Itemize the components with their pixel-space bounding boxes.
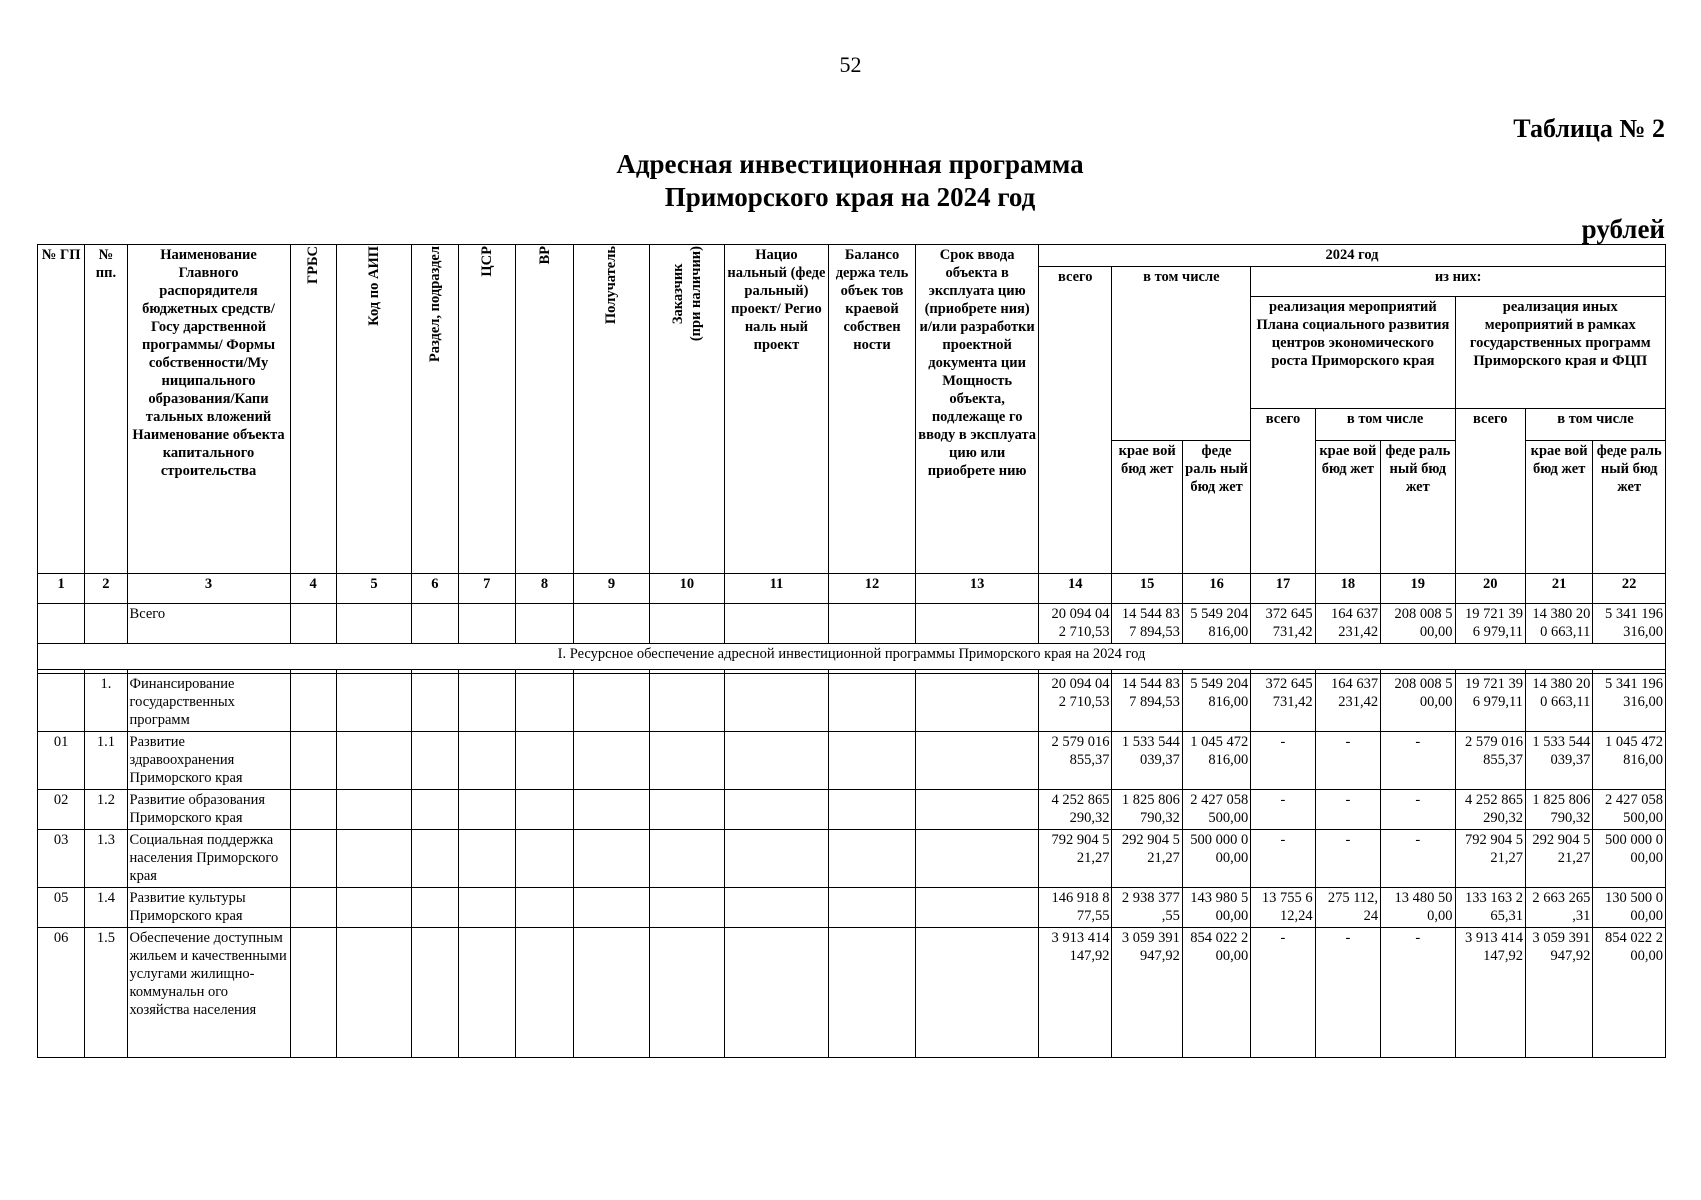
cell-value: 4 252 865 290,32 bbox=[1455, 790, 1525, 830]
document-title bbox=[480, 148, 1220, 214]
cell-value: 792 904 5 21,27 bbox=[1455, 830, 1525, 888]
header-grbs-text: ГРБС bbox=[305, 246, 322, 285]
cell-gp: 02 bbox=[38, 790, 85, 830]
header-regional: крае вой бюд жет bbox=[1112, 441, 1182, 574]
cell-value: 14 380 20 0 663,11 bbox=[1525, 604, 1592, 644]
cell-name: Развитие культуры Приморского края bbox=[127, 888, 290, 928]
cell-value: 130 500 0 00,00 bbox=[1593, 888, 1666, 928]
cell-gp: 03 bbox=[38, 830, 85, 888]
column-number: 11 bbox=[725, 574, 829, 604]
column-number: 7 bbox=[458, 574, 515, 604]
cell-value: - bbox=[1381, 928, 1455, 1058]
header-customer-main: Заказчик bbox=[669, 263, 686, 324]
cell-value: 208 008 5 00,00 bbox=[1381, 604, 1455, 644]
column-number-row bbox=[38, 574, 1666, 604]
cell-value: 1 045 472 816,00 bbox=[1182, 732, 1250, 790]
cell-value: 5 341 196 316,00 bbox=[1593, 674, 1666, 732]
units-label: рублей bbox=[1581, 214, 1665, 244]
header-commissioning: Срок ввода объекта в эксплуата цию (приобрете ния) и/или разработки проектной документа ции Мощность объекта, подлежаще го вводу в эксплуата цию или приобрете нию bbox=[916, 245, 1039, 574]
header-g1-total: всего bbox=[1251, 409, 1315, 574]
cell-value: 372 645 731,42 bbox=[1251, 674, 1315, 732]
header-csr-text: ЦСР bbox=[478, 246, 495, 277]
cell-value: 275 112, 24 bbox=[1315, 888, 1380, 928]
cell-name: Финансирование государственных программ bbox=[127, 674, 290, 732]
page-number: 52 bbox=[839, 52, 862, 77]
header-pp: № пп. bbox=[85, 245, 127, 574]
header-in-that-number: в том числе bbox=[1112, 267, 1251, 441]
cell-pp: 1.1 bbox=[85, 732, 127, 790]
cell-value: 372 645 731,42 bbox=[1251, 604, 1315, 644]
column-number: 19 bbox=[1381, 574, 1455, 604]
cell-value: 3 913 414 147,92 bbox=[1455, 928, 1525, 1058]
header-group-1: реализация мероприятий Плана социального развития центров экономического роста Приморского края bbox=[1251, 297, 1455, 409]
header-row-1 bbox=[38, 245, 1666, 267]
cell-name: Развитие образования Приморского края bbox=[127, 790, 290, 830]
title-line-2: Приморского края на 2024 год bbox=[664, 182, 1036, 212]
cell-name: Развитие здравоохранения Приморского края bbox=[127, 732, 290, 790]
cell-value: 146 918 8 77,55 bbox=[1039, 888, 1112, 928]
header-total: всего bbox=[1039, 267, 1112, 574]
column-number: 16 bbox=[1182, 574, 1250, 604]
column-number: 8 bbox=[515, 574, 573, 604]
header-aip-code bbox=[336, 245, 411, 574]
cell-value: 14 544 83 7 894,53 bbox=[1112, 674, 1182, 732]
cell-value: 5 549 204 816,00 bbox=[1182, 674, 1250, 732]
column-number: 18 bbox=[1315, 574, 1380, 604]
cell-value: - bbox=[1315, 732, 1380, 790]
header-g1-in-that-number: в том числе bbox=[1315, 409, 1455, 441]
title-line-1: Адресная инвестиционная программа bbox=[616, 149, 1084, 179]
header-section bbox=[412, 245, 458, 574]
header-of-them: из них: bbox=[1251, 267, 1666, 297]
cell-value: 500 000 0 00,00 bbox=[1182, 830, 1250, 888]
cell-value: 292 904 5 21,27 bbox=[1112, 830, 1182, 888]
column-number: 10 bbox=[649, 574, 724, 604]
cell-value: 13 755 6 12,24 bbox=[1251, 888, 1315, 928]
cell-value: - bbox=[1251, 732, 1315, 790]
header-federal: феде раль ный бюд жет bbox=[1182, 441, 1250, 574]
cell-value: 1 533 544 039,37 bbox=[1112, 732, 1182, 790]
header-customer bbox=[649, 245, 724, 574]
header-g2-regional: крае вой бюд жет bbox=[1525, 441, 1592, 574]
header-balance-holder: Балансо держа тель объек тов краевой собствен ности bbox=[828, 245, 916, 574]
header-vr bbox=[515, 245, 573, 574]
column-number: 12 bbox=[828, 574, 916, 604]
table-row bbox=[38, 928, 1666, 1058]
cell-value: 5 341 196 316,00 bbox=[1593, 604, 1666, 644]
section-row bbox=[38, 644, 1666, 670]
column-number: 14 bbox=[1039, 574, 1112, 604]
cell-value: 792 904 5 21,27 bbox=[1039, 830, 1112, 888]
column-number: 13 bbox=[916, 574, 1039, 604]
header-customer-text bbox=[669, 246, 705, 341]
table-row bbox=[38, 790, 1666, 830]
cell-pp: 1.5 bbox=[85, 928, 127, 1058]
cell-pp: 1. bbox=[85, 674, 127, 732]
cell-pp bbox=[85, 604, 127, 644]
cell-value: - bbox=[1381, 830, 1455, 888]
column-number: 9 bbox=[574, 574, 649, 604]
cell-pp: 1.4 bbox=[85, 888, 127, 928]
column-number: 20 bbox=[1455, 574, 1525, 604]
cell-value: 2 938 377 ,55 bbox=[1112, 888, 1182, 928]
cell-value: - bbox=[1251, 928, 1315, 1058]
cell-gp bbox=[38, 674, 85, 732]
header-g2-federal: феде раль ный бюд жет bbox=[1593, 441, 1666, 574]
header-group-2: реализация иных мероприятий в рамках государственных программ Приморского края и ФЦП bbox=[1455, 297, 1665, 409]
header-gp: № ГП bbox=[38, 245, 85, 574]
cell-value: 208 008 5 00,00 bbox=[1381, 674, 1455, 732]
header-csr bbox=[458, 245, 515, 574]
cell-value: 5 549 204 816,00 bbox=[1182, 604, 1250, 644]
column-number: 17 bbox=[1251, 574, 1315, 604]
column-number: 6 bbox=[412, 574, 458, 604]
cell-value: 2 579 016 855,37 bbox=[1039, 732, 1112, 790]
cell-value: 854 022 2 00,00 bbox=[1182, 928, 1250, 1058]
cell-value: 20 094 04 2 710,53 bbox=[1039, 604, 1112, 644]
column-number: 4 bbox=[290, 574, 336, 604]
cell-value: - bbox=[1315, 928, 1380, 1058]
cell-value: 14 544 83 7 894,53 bbox=[1112, 604, 1182, 644]
cell-pp: 1.3 bbox=[85, 830, 127, 888]
cell-value: 854 022 2 00,00 bbox=[1593, 928, 1666, 1058]
cell-value: 1 825 806 790,32 bbox=[1112, 790, 1182, 830]
header-section-text: Раздел, подраздел bbox=[426, 246, 443, 363]
cell-value: 3 059 391 947,92 bbox=[1525, 928, 1592, 1058]
cell-value: - bbox=[1315, 790, 1380, 830]
cell-value: 2 427 058 500,00 bbox=[1593, 790, 1666, 830]
cell-value: - bbox=[1381, 790, 1455, 830]
cell-value: 2 579 016 855,37 bbox=[1455, 732, 1525, 790]
table-row bbox=[38, 888, 1666, 928]
cell-gp: 06 bbox=[38, 928, 85, 1058]
column-number: 22 bbox=[1593, 574, 1666, 604]
header-g1-federal: феде раль ный бюд жет bbox=[1381, 441, 1455, 574]
cell-pp: 1.2 bbox=[85, 790, 127, 830]
cell-value: - bbox=[1251, 790, 1315, 830]
cell-value: 164 637 231,42 bbox=[1315, 674, 1380, 732]
cell-gp: 05 bbox=[38, 888, 85, 928]
cell-value: 2 427 058 500,00 bbox=[1182, 790, 1250, 830]
cell-value: 1 533 544 039,37 bbox=[1525, 732, 1592, 790]
cell-value: - bbox=[1315, 830, 1380, 888]
table-row bbox=[38, 674, 1666, 732]
cell-value: - bbox=[1251, 830, 1315, 888]
cell-name: Социальная поддержка населения Приморского края bbox=[127, 830, 290, 888]
cell-value: 1 825 806 790,32 bbox=[1525, 790, 1592, 830]
column-number: 1 bbox=[38, 574, 85, 604]
cell-value: 4 252 865 290,32 bbox=[1039, 790, 1112, 830]
cell-name: Обеспечение доступным жильем и качественными услугами жилищно-коммунальн ого хозяйства населения bbox=[127, 928, 290, 1058]
header-name: Наименование Главного распорядителя бюджетных средств/Госу дарственной программы/ Формы собственности/Му ниципального образования/Капи тальных вложений Наименование объекта капитального строительства bbox=[127, 245, 290, 574]
header-aip-code-text: Код по АИП bbox=[366, 246, 383, 326]
cell-value: 19 721 39 6 979,11 bbox=[1455, 674, 1525, 732]
header-recipient bbox=[574, 245, 649, 574]
header-g1-regional: крае вой бюд жет bbox=[1315, 441, 1380, 574]
header-national-project: Нацио нальный (феде ральный) проект/ Регио наль ный проект bbox=[725, 245, 829, 574]
header-recipient-text: Получатель bbox=[603, 246, 620, 325]
cell-value: 143 980 5 00,00 bbox=[1182, 888, 1250, 928]
cell-name: Всего bbox=[127, 604, 290, 644]
table-row bbox=[38, 732, 1666, 790]
column-number: 5 bbox=[336, 574, 411, 604]
cell-value: 1 045 472 816,00 bbox=[1593, 732, 1666, 790]
cell-value: 292 904 5 21,27 bbox=[1525, 830, 1592, 888]
cell-value: 133 163 2 65,31 bbox=[1455, 888, 1525, 928]
cell-value: 3 913 414 147,92 bbox=[1039, 928, 1112, 1058]
table-label: Таблица № 2 bbox=[1513, 114, 1665, 143]
header-grbs bbox=[290, 245, 336, 574]
cell-gp bbox=[38, 604, 85, 644]
cell-value: - bbox=[1381, 732, 1455, 790]
table-row bbox=[38, 830, 1666, 888]
header-customer-note: (при наличии) bbox=[687, 246, 704, 342]
cell-value: 13 480 50 0,00 bbox=[1381, 888, 1455, 928]
column-number: 2 bbox=[85, 574, 127, 604]
cell-value: 2 663 265 ,31 bbox=[1525, 888, 1592, 928]
cell-value: 20 094 04 2 710,53 bbox=[1039, 674, 1112, 732]
header-year: 2024 год bbox=[1039, 245, 1666, 267]
section-title: I. Ресурсное обеспечение адресной инвестиционной программы Приморского края на 2024 год bbox=[38, 644, 1666, 670]
table-row bbox=[38, 604, 1666, 644]
cell-value: 164 637 231,42 bbox=[1315, 604, 1380, 644]
cell-value: 3 059 391 947,92 bbox=[1112, 928, 1182, 1058]
column-number: 15 bbox=[1112, 574, 1182, 604]
column-number: 21 bbox=[1525, 574, 1592, 604]
column-number: 3 bbox=[127, 574, 290, 604]
header-vr-text: ВР bbox=[536, 246, 553, 265]
cell-value: 500 000 0 00,00 bbox=[1593, 830, 1666, 888]
header-g2-total: всего bbox=[1455, 409, 1525, 574]
cell-value: 14 380 20 0 663,11 bbox=[1525, 674, 1592, 732]
investment-program-table bbox=[37, 244, 1666, 1058]
header-g2-in-that-number: в том числе bbox=[1525, 409, 1665, 441]
cell-value: 19 721 39 6 979,11 bbox=[1455, 604, 1525, 644]
cell-gp: 01 bbox=[38, 732, 85, 790]
